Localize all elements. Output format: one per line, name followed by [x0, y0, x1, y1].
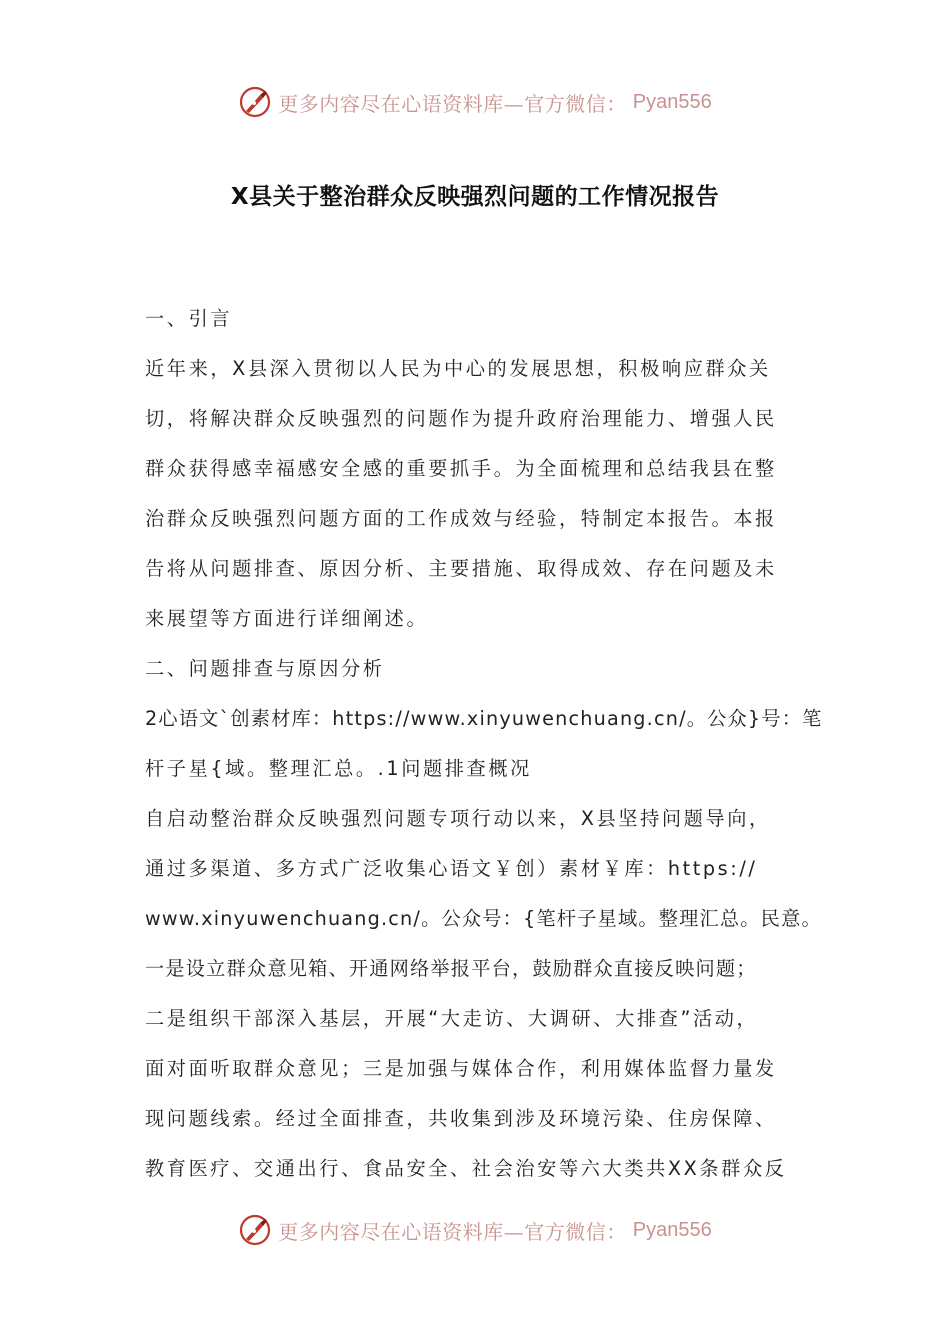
body-line: 群众获得感幸福感安全感的重要抓手。为全面梳理和总结我县在整 [145, 457, 777, 480]
body-line: 切，将解决群众反映强烈的问题作为提升政府治理能力、增强人民 [145, 407, 777, 430]
body-line: 二是组织干部深入基层，开展“大走访、大调研、大排查”活动， [145, 1007, 759, 1030]
header-banner-text: 更多内容尽在心语资料库—官方微信： [278, 91, 627, 116]
body-line: 一是设立群众意见箱、开通网络举报平台，鼓励群众直接反映问题； [145, 957, 757, 980]
body-line: 告将从问题排查、原因分析、主要措施、取得成效、存在问题及未 [145, 557, 777, 580]
pen-logo-icon [238, 1213, 272, 1247]
body-line: 现问题线索。经过全面排查，共收集到涉及环境污染、住房保障、 [145, 1107, 777, 1130]
footer-banner [0, 1208, 950, 1252]
document-body [145, 294, 835, 1194]
section-heading-intro: 一、引言 [145, 307, 233, 330]
body-line: 面对面听取群众意见；三是加强与媒体合作，利用媒体监督力量发 [145, 1057, 777, 1080]
pen-logo-icon [238, 85, 272, 119]
body-line: www.xinyuwenchuang.cn/。公众号：{笔杆子星域。整理汇总。民意。 [145, 907, 822, 930]
body-line: 治群众反映强烈问题方面的工作成效与经验，特制定本报告。本报 [145, 507, 777, 530]
body-line: 来展望等方面进行详细阐述。 [145, 607, 429, 630]
body-line: 教育医疗、交通出行、食品安全、社会治安等六大类共XX条群众反 [145, 1157, 787, 1180]
header-banner-id: Pyan556 [632, 90, 712, 113]
document-title: X县关于整治群众反映强烈问题的工作情况报告 [230, 184, 720, 210]
body-line: 近年来，X县深入贯彻以人民为中心的发展思想，积极响应群众关 [145, 357, 771, 380]
footer-banner-id: Pyan556 [632, 1218, 712, 1241]
body-line: 通过多渠道、多方式广泛收集心语文￥创）素材￥库：https:// [145, 857, 758, 880]
section-heading-analysis: 二、问题排查与原因分析 [145, 657, 385, 680]
header-banner [0, 80, 950, 124]
body-line: 自启动整治群众反映强烈问题专项行动以来，X县坚持问题导向， [145, 807, 771, 830]
body-line: 2心语文`创素材库：https://www.xinyuwenchuang.cn/。公众}号：笔 [145, 707, 823, 730]
body-line: 杆子星{域。整理汇总。.1问题排查概况 [145, 757, 532, 780]
footer-banner-text: 更多内容尽在心语资料库—官方微信： [278, 1219, 627, 1244]
